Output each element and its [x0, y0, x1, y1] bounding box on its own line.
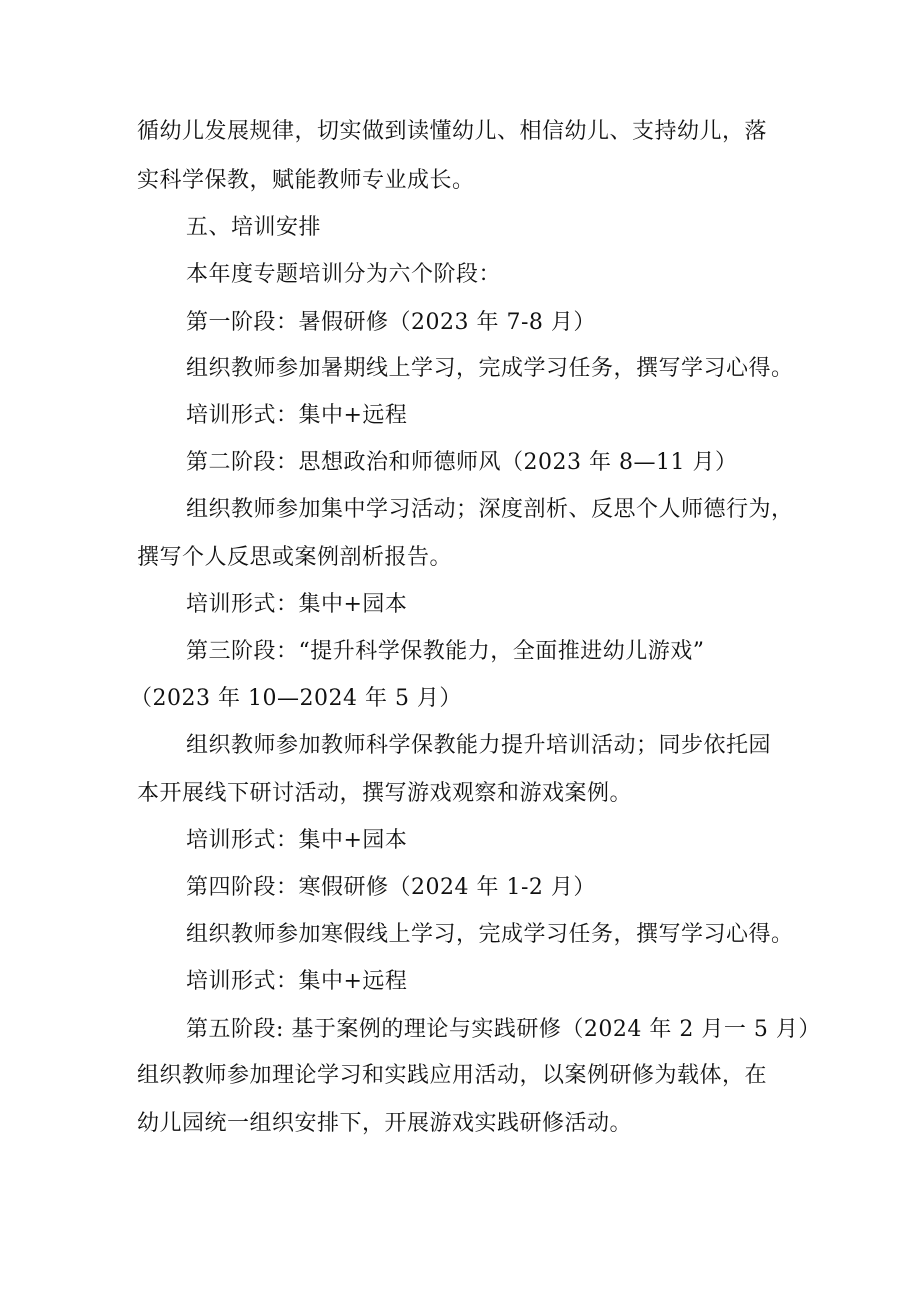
- stage-1-title: 第一阶段：暑假研修（2023 年 7-8 月）: [186, 310, 596, 335]
- stage-2-description-cont: 撰写个人反思或案例剖析报告。: [137, 545, 453, 570]
- stage-2-format: 培训形式：集中+园本: [186, 592, 408, 617]
- stage-4-description: 组织教师参加寒假线上学习，完成学习任务，撰写学习心得。: [186, 922, 794, 947]
- stage-5-title: 第五阶段: 基于案例的理论与实践研修（2024 年 2 月一 5 月）: [186, 1017, 821, 1042]
- stage-3-description: 组织教师参加教师科学保教能力提升培训活动；同步依托园: [186, 733, 772, 758]
- stage-4-format: 培训形式：集中+远程: [186, 969, 408, 994]
- stage-1-description: 组织教师参加暑期线上学习，完成学习任务，撰写学习心得。: [186, 356, 794, 381]
- stage-3-title: 第三阶段：“提升科学保教能力，全面推进幼儿游戏”: [186, 639, 705, 664]
- intro-line: 本年度专题培训分为六个阶段：: [186, 262, 502, 287]
- stage-2-title: 第二阶段：思想政治和师德师风（2023 年 8—11 月）: [186, 450, 738, 475]
- stage-1-format: 培训形式：集中+远程: [186, 403, 408, 428]
- paragraph-continuation-line: 循幼儿发展规律，切实做到读懂幼儿、相信幼儿、支持幼儿，落: [137, 119, 768, 144]
- paragraph-continuation-line: 实科学保教，赋能教师专业成长。: [137, 168, 475, 193]
- stage-3-description-cont: 本开展线下研讨活动，撰写游戏观察和游戏案例。: [137, 781, 633, 806]
- section-heading: 五、培训安排: [186, 215, 322, 240]
- stage-5-description-cont: 幼儿园统一组织安排下，开展游戏实践研修活动。: [137, 1111, 633, 1136]
- stage-3-title-date: （2023 年 10—2024 年 5 月）: [130, 686, 462, 711]
- stage-2-description: 组织教师参加集中学习活动；深度剖析、反思个人师德行为，: [186, 497, 794, 522]
- stage-4-title: 第四阶段：寒假研修（2024 年 1-2 月）: [186, 875, 596, 900]
- stage-5-description: 组织教师参加理论学习和实践应用活动，以案例研修为载体，在: [137, 1063, 768, 1088]
- stage-3-format: 培训形式：集中+园本: [186, 828, 408, 853]
